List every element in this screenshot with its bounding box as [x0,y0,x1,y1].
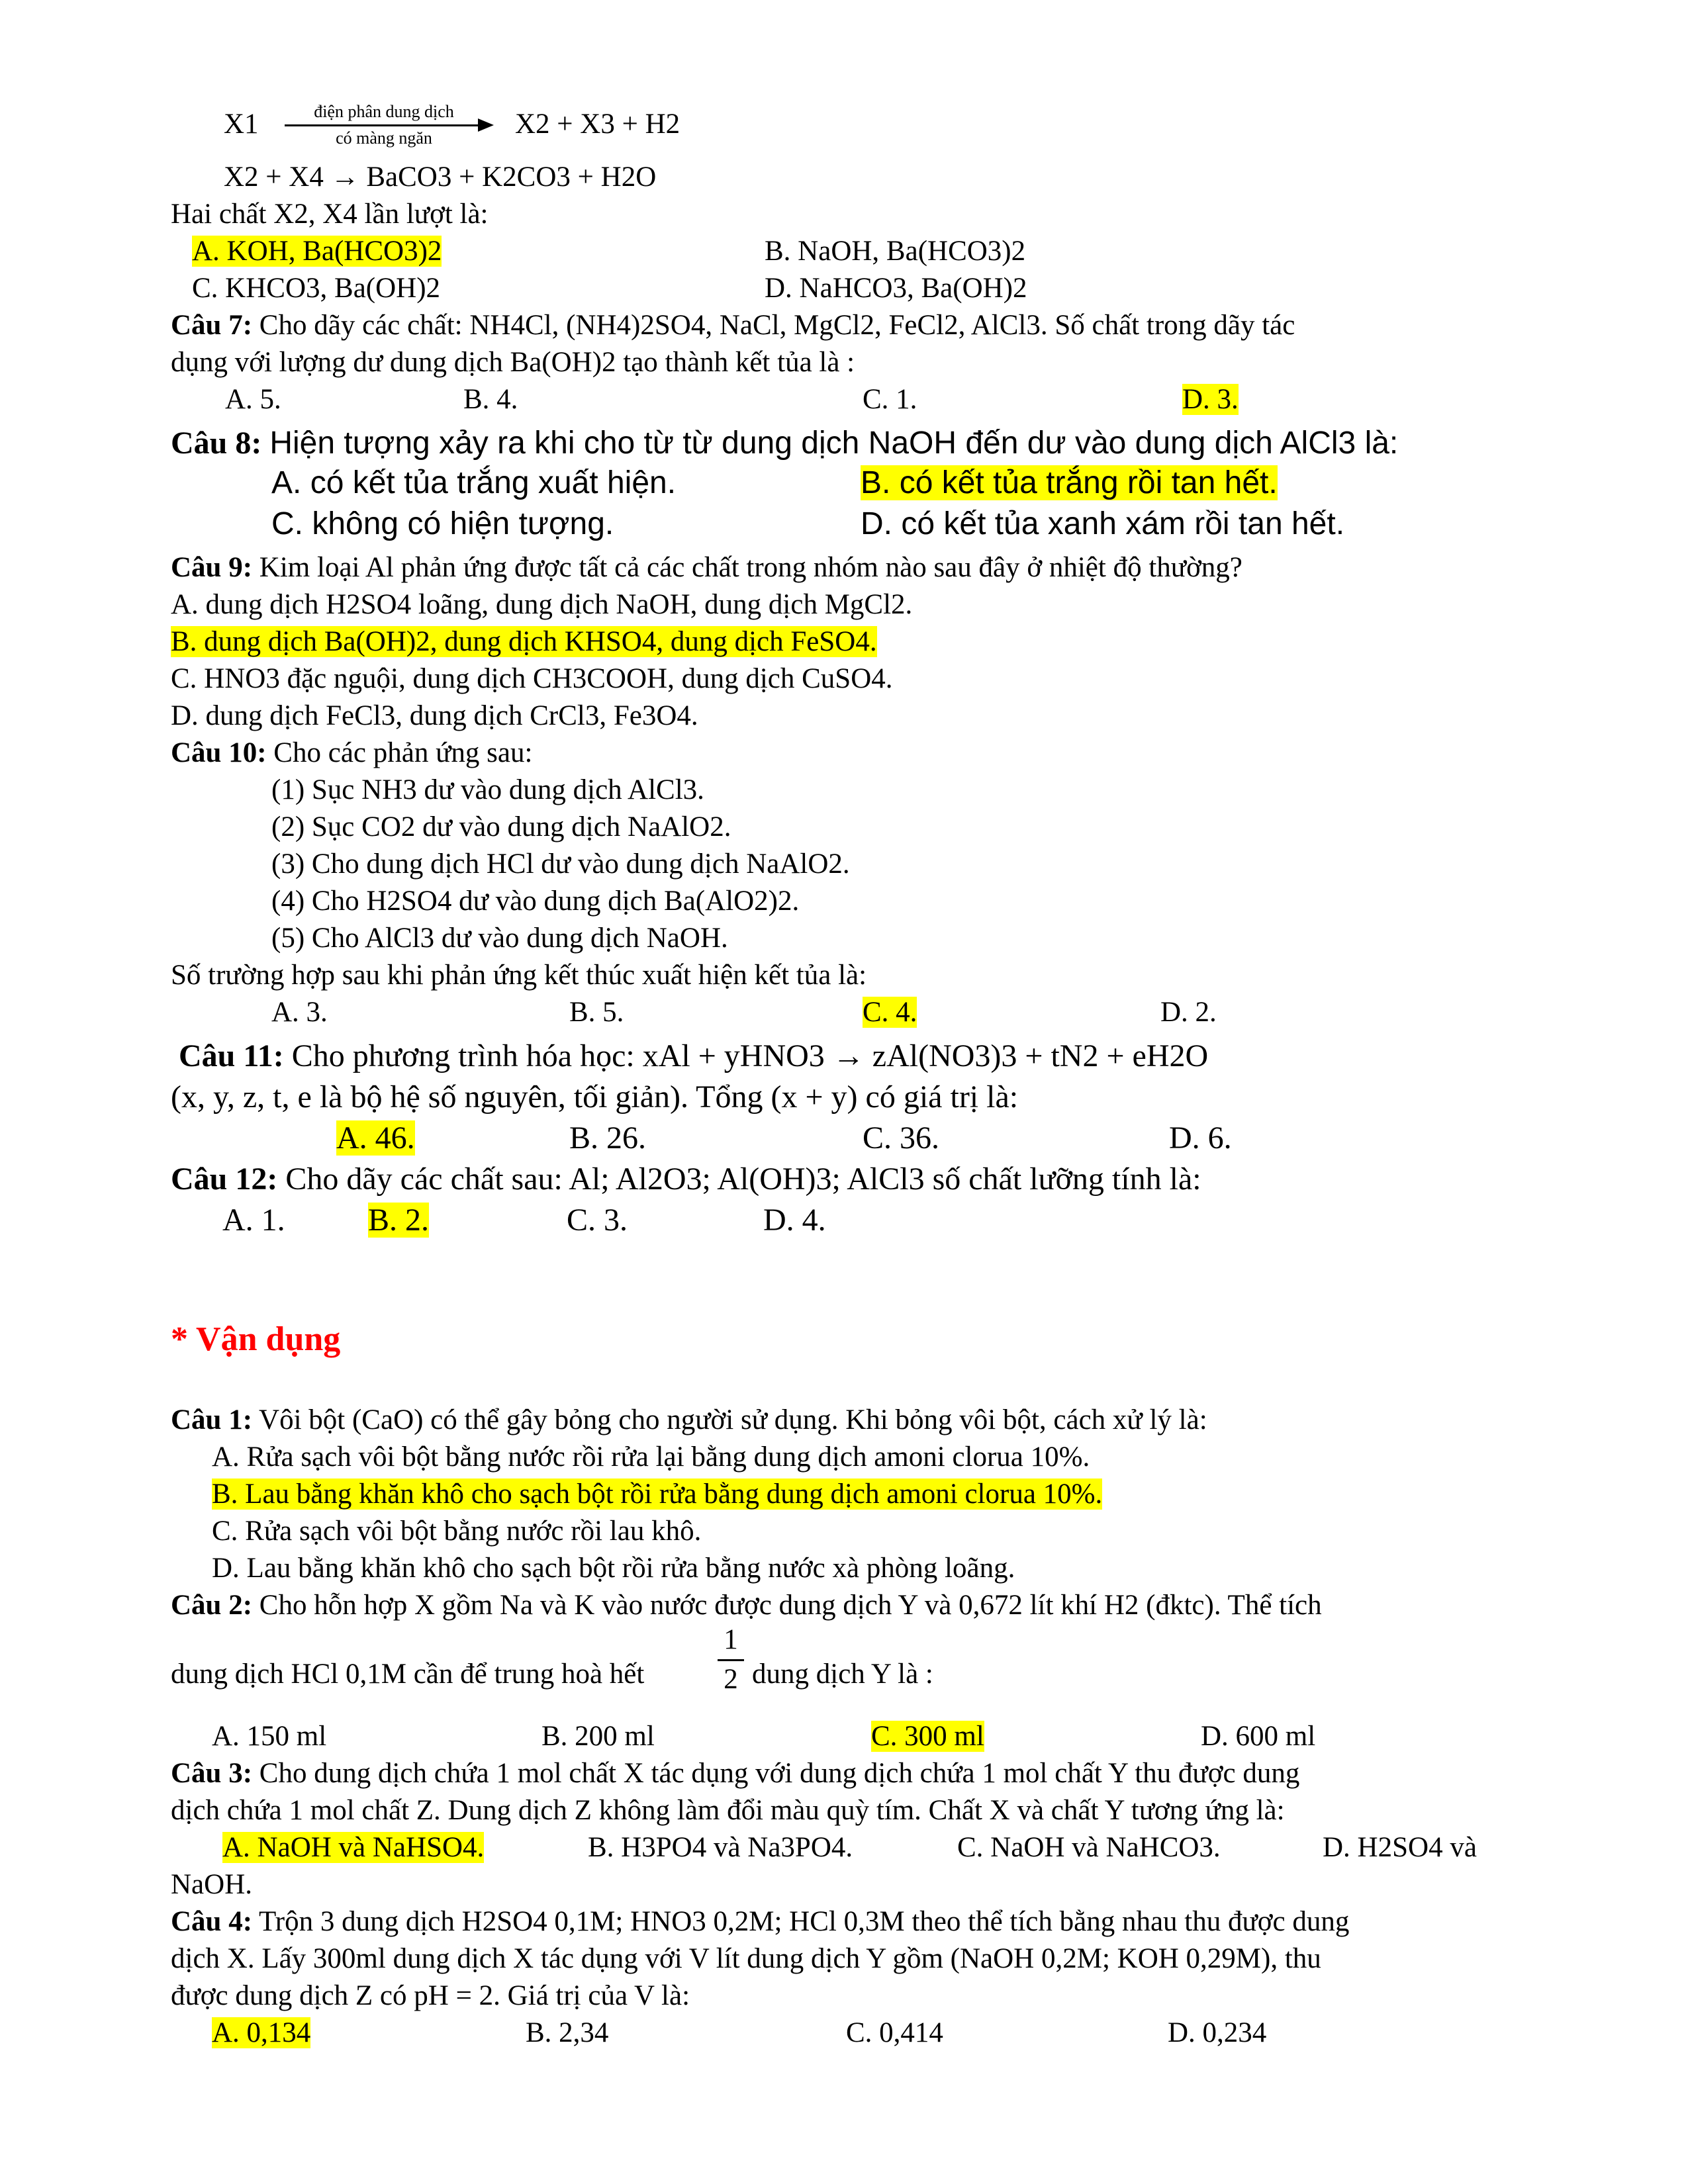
q11-line2: (x, y, z, t, e là bộ hệ số nguyên, tối giản). Tổng (x + y) có giá trị là: [171,1079,1019,1115]
q10-item: (4) Cho H2SO4 dư vào dung dịch Ba(AlO2)2. [271,886,800,917]
v2-label: Câu 2: [171,1590,253,1621]
q12-option-b: B. 2. [368,1203,430,1238]
q6-option-d: D. NaHCO3, Ba(OH)2 [765,273,1027,304]
q6-option-c: C. KHCO3, Ba(OH)2 [192,273,441,304]
q9-stem: Kim loại Al phản ứng được tất cả các chất trong nhóm nào sau đây ở nhiệt độ thường? [259,552,1243,583]
q10-option-b: B. 5. [569,997,624,1028]
v3-option-b: B. H3PO4 và Na3PO4. [588,1832,853,1863]
v4-option-b: B. 2,34 [526,2017,609,2048]
q12-option-c: C. 3. [567,1203,628,1238]
q10-option-d: D. 2. [1160,997,1217,1028]
q8-option-d: D. có kết tủa xanh xám rồi tan hết. [861,506,1345,541]
eq1-rhs: X2 + X3 + H2 [515,109,680,140]
q7-option-a: A. 5. [225,384,281,415]
eq1-arrow-top-label: điện phân dung dịch [314,102,454,121]
q7-line2: dụng với lượng dư dung dịch Ba(OH)2 tạo thành kết tủa là : [171,347,855,378]
q8-option-c: C. không có hiện tượng. [271,506,614,541]
v4-line2: dịch X. Lấy 300ml dung dịch X tác dụng với V lít dung dịch Y gồm (NaOH 0,2M; KOH 0,29M), thu [171,1943,1321,1974]
q10-option-a: A. 3. [271,997,328,1028]
v4-option-d: D. 0,234 [1168,2017,1267,2048]
q7-option-c: C. 1. [863,384,917,415]
v4-option-a: A. 0,134 [212,2017,311,2048]
q10-stem: Cho các phản ứng sau: [273,737,533,768]
q6-option-a: A. KOH, Ba(HCO3)2 [192,236,442,267]
eq1-arrow-bottom-label: có màng ngăn [336,128,432,148]
q12-option-a: A. 1. [222,1203,285,1238]
section-heading: * Vận dụng [171,1320,341,1358]
q12-label: Câu 12: [171,1161,278,1197]
v1-option-b: B. Lau bằng khăn khô cho sạch bột rồi rửa bằng dung dịch amoni clorua 10%. [212,1479,1103,1510]
q11-label: Câu 11: [179,1038,284,1073]
v2-option-b: B. 200 ml [541,1721,655,1752]
v2-line1: Cho hỗn hợp X gồm Na và K vào nước được dung dịch Y và 0,672 lít khí H2 (đktc). Thể tích [259,1590,1322,1621]
v3-option-a: A. NaOH và NaHSO4. [222,1832,485,1863]
eq2: X2 + X4 → BaCO3 + K2CO3 + H2O [224,161,657,193]
q8-label: Câu 8: [171,426,262,461]
q8-option-a: A. có kết tủa trắng xuất hiện. [271,465,677,500]
fraction-denominator: 2 [724,1664,738,1695]
v1-label: Câu 1: [171,1404,253,1435]
q7-label: Câu 7: [171,310,253,341]
q11-option-c: C. 36. [863,1120,940,1156]
v4-line3: được dung dịch Z có pH = 2. Giá trị của V là: [171,1980,690,2011]
v4-option-c: C. 0,414 [846,2017,943,2048]
v2-line2-post: dung dịch Y là : [752,1659,933,1690]
q9-option-c: C. HNO3 đặc nguội, dung dịch CH3COOH, dung dịch CuSO4. [171,663,893,694]
q9-option-a: A. dung dịch H2SO4 loãng, dung dịch NaOH, dung dịch MgCl2. [171,589,913,620]
v2-option-c: C. 300 ml [871,1721,984,1752]
q6-stem: Hai chất X2, X4 lần lượt là: [171,199,489,230]
q12-stem: Cho dãy các chất sau: Al; Al2O3; Al(OH)3; AlCl3 số chất lưỡng tính là: [285,1161,1201,1197]
q7-option-d: D. 3. [1182,384,1239,415]
v4-line1: Trộn 3 dung dịch H2SO4 0,1M; HNO3 0,2M; HCl 0,3M theo thể tích bằng nhau thu được dung [259,1906,1350,1937]
q10-item: (5) Cho AlCl3 dư vào dung dịch NaOH. [271,923,728,954]
q10-option-c: C. 4. [863,997,917,1028]
q11-option-a: A. 46. [336,1120,415,1156]
q8-option-b: B. có kết tủa trắng rồi tan hết. [861,465,1278,500]
v1-option-c: C. Rửa sạch vôi bột bằng nước rồi lau khô. [212,1516,702,1547]
q9-option-d: D. dung dịch FeCl3, dung dịch CrCl3, Fe3O4. [171,700,698,731]
v1-stem: Vôi bột (CaO) có thể gây bỏng cho người sử dụng. Khi bỏng vôi bột, cách xử lý là: [259,1404,1207,1435]
q12-option-d: D. 4. [763,1203,826,1238]
q10-item: (3) Cho dung dịch HCl dư vào dung dịch NaAlO2. [271,848,850,880]
q11-option-d: D. 6. [1169,1120,1232,1156]
eq1-arrow-line [285,124,483,126]
q10-label: Câu 10: [171,737,267,768]
q9-label: Câu 9: [171,552,253,583]
v3-option-d: D. H2SO4 và [1323,1832,1477,1863]
v3-option-c: C. NaOH và NaHCO3. [957,1832,1221,1863]
q7-option-b: B. 4. [463,384,518,415]
q11-line1: Cho phương trình hóa học: xAl + yHNO3 → zAl(NO3)3 + tN2 + eH2O [291,1038,1209,1073]
q9-option-b: B. dung dịch Ba(OH)2, dung dịch KHSO4, dung dịch FeSO4. [171,626,877,657]
eq1-lhs: X1 [224,109,259,140]
v1-option-a: A. Rửa sạch vôi bột bằng nước rồi rửa lại bằng dung dịch amoni clorua 10%. [212,1441,1090,1473]
v2-line2-pre: dung dịch HCl 0,1M cần để trung hoà hết [171,1659,645,1690]
v3-line2: dịch chứa 1 mol chất Z. Dung dịch Z không làm đổi màu quỳ tím. Chất X và chất Y tương ứng là: [171,1795,1285,1826]
q10-question: Số trường hợp sau khi phản ứng kết thúc xuất hiện kết tủa là: [171,960,867,991]
v4-label: Câu 4: [171,1906,253,1937]
q7-line1: Cho dãy các chất: NH4Cl, (NH4)2SO4, NaCl, MgCl2, FeCl2, AlCl3. Số chất trong dãy tác [259,310,1295,341]
q6-option-b: B. NaOH, Ba(HCO3)2 [765,236,1026,267]
fraction-bar [718,1659,744,1661]
q11-option-b: B. 26. [569,1120,647,1156]
v2-option-a: A. 150 ml [212,1721,327,1752]
v1-option-d: D. Lau bằng khăn khô cho sạch bột rồi rửa bằng nước xà phòng loãng. [212,1553,1015,1584]
v2-option-d: D. 600 ml [1201,1721,1316,1752]
v3-line1: Cho dung dịch chứa 1 mol chất X tác dụng với dung dịch chứa 1 mol chất Y thu được dung [259,1758,1300,1789]
v3-label: Câu 3: [171,1758,253,1789]
q10-item: (1) Sục NH3 dư vào dung dịch AlCl3. [271,774,704,805]
q10-item: (2) Sục CO2 dư vào dung dịch NaAlO2. [271,811,731,842]
q8-stem: Hiện tượng xảy ra khi cho từ từ dung dịch NaOH đến dư vào dung dịch AlCl3 là: [269,426,1399,461]
fraction-numerator: 1 [724,1624,738,1655]
v3-option-d-continued: NaOH. [171,1869,252,1900]
